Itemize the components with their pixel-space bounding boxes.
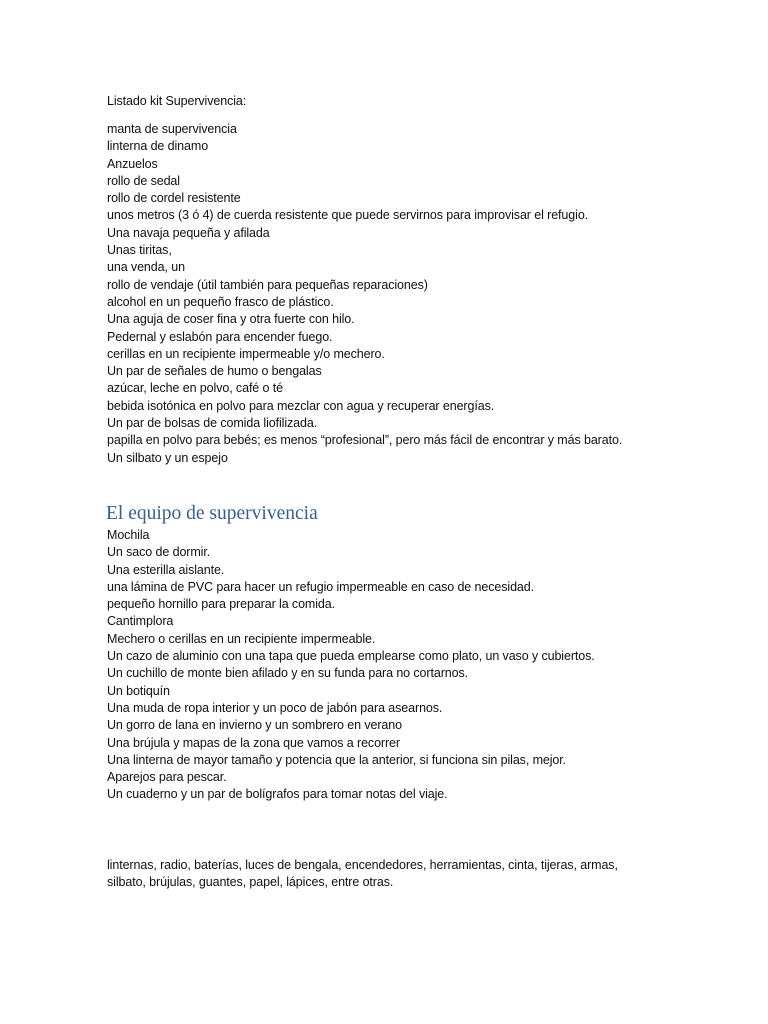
list-item: Un gorro de lana en invierno y un sombrero en verano (107, 718, 402, 733)
list-title: Listado kit Supervivencia: (107, 94, 247, 108)
list-item: papilla en polvo para bebés; es menos “profesional”, pero más fácil de encontrar y más barato. (107, 433, 623, 448)
list-item: bebida isotónica en polvo para mezclar con agua y recuperar energías. (107, 398, 495, 413)
list-item: una lámina de PVC para hacer un refugio impermeable en caso de necesidad. (107, 579, 534, 594)
list-item: rollo de vendaje (útil también para pequeñas reparaciones) (107, 277, 428, 292)
list-item: Unas tiritas, (107, 243, 172, 258)
list-item: Un botiquín (107, 683, 170, 698)
list-item: Una muda de ropa interior y un poco de jabón para asearnos. (107, 700, 443, 715)
list-item: Cantimplora (107, 614, 174, 629)
list-item: Una linterna de mayor tamaño y potencia que la anterior, si funciona sin pilas, mejor. (107, 752, 567, 767)
list-item: Anzuelos (107, 156, 158, 171)
list-item: Una aguja de coser fina y otra fuerte con hilo. (107, 312, 355, 327)
list-item: Pedernal y eslabón para encender fuego. (107, 329, 333, 344)
list-item: Un par de bolsas de comida liofilizada. (107, 416, 318, 431)
list-item: Un cuchillo de monte bien afilado y en su funda para no cortarnos. (107, 666, 468, 681)
list-item: rollo de cordel resistente (107, 191, 241, 206)
section-heading: El equipo de supervivencia (106, 503, 318, 524)
list-item: linterna de dinamo (107, 139, 209, 154)
list-item: Aparejos para pescar. (107, 770, 227, 785)
list-item: Una esterilla aislante. (107, 562, 225, 577)
list-item: Un cuaderno y un par de bolígrafos para tomar notas del viaje. (107, 787, 448, 802)
list-item: Un cazo de aluminio con una tapa que pueda emplearse como plato, un vaso y cubiertos. (107, 649, 595, 664)
list-item: alcohol en un pequeño frasco de plástico. (107, 294, 334, 309)
list-item: Una brújula y mapas de la zona que vamos a recorrer (107, 735, 400, 750)
list-item: Un saco de dormir. (107, 545, 211, 560)
survival-equipment-list (107, 527, 728, 804)
list-item: una venda, un (107, 260, 185, 275)
paragraph-line: linternas, radio, baterías, luces de bengala, encendedores, herramientas, cinta, tijeras, armas, (107, 858, 618, 872)
extra-items-paragraph (107, 857, 728, 892)
list-item: Mechero o cerillas en un recipiente impermeable. (107, 631, 376, 646)
list-item: Mochila (107, 528, 150, 542)
list-item: cerillas en un recipiente impermeable y/o mechero. (107, 346, 385, 361)
list-item: Un par de señales de humo o bengalas (107, 364, 322, 379)
survival-kit-list (107, 121, 728, 467)
list-item: Una navaja pequeña y afilada (107, 225, 270, 240)
list-item: rollo de sedal (107, 173, 180, 188)
list-item: pequeño hornillo para preparar la comida. (107, 597, 335, 612)
list-item: unos metros (3 ó 4) de cuerda resistente que puede servirnos para improvisar el refugio. (107, 208, 589, 223)
list-item: azúcar, leche en polvo, café o té (107, 381, 283, 396)
paragraph-line: silbato, brújulas, guantes, papel, lápices, entre otras. (107, 875, 394, 890)
list-item: manta de supervivencia (107, 122, 237, 136)
list-item: Un silbato y un espejo (107, 450, 228, 465)
